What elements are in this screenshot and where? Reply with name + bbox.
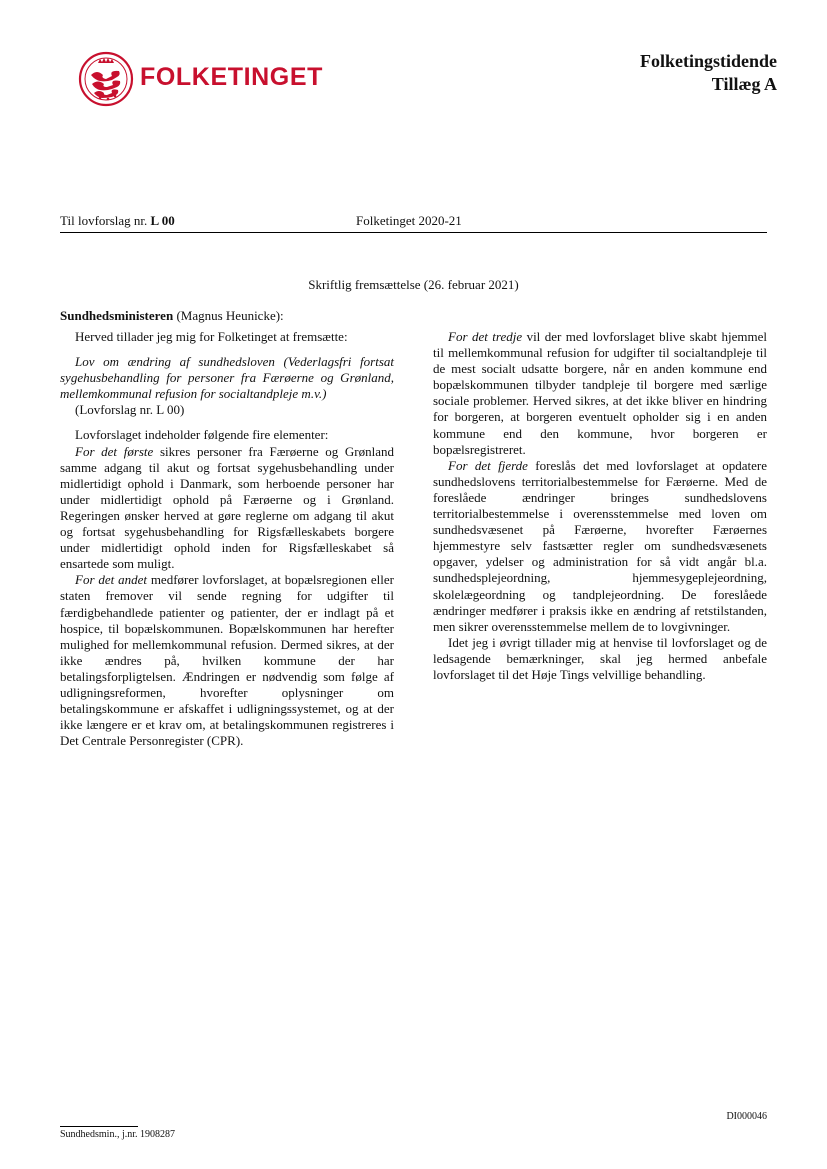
bill-label: Til lovforslag nr. <box>60 213 151 228</box>
body-column-left <box>60 329 394 749</box>
law-title-text: Lov om ændring af sundhedsloven (Vederlagsfri fortsat sygehusbehandling for personer fra Færøerne og Grønland, mellemkommunal refusion for socialtandpleje m.v.) <box>60 354 394 402</box>
minister-name: (Magnus Heunicke): <box>173 308 284 323</box>
paragraph-second <box>60 572 394 749</box>
session: Folketinget 2020-21 <box>356 213 462 228</box>
bill-ref: (Lovforslag nr. L 00) <box>75 402 185 418</box>
paragraph-first-text: sikres personer fra Færøerne og Grønland samme adgang til akut og fortsat sygehusbehandling under midlertidigt ophold i Danmark, som herboende personer har under midlertidigt ophold på Færøerne og i Grønland. Regeringen ønsker herved at gøre reglerne om adgang til akut og fortsat sygehusbehandling for Rigsfælleskabets borgere under midlertidigt ophold inden for Rigsfælleskabet så ensartede som muligt. <box>60 443 395 572</box>
minister-line <box>60 308 284 324</box>
publication-supplement: Tillæg A <box>711 74 777 94</box>
paragraph-third <box>433 329 767 458</box>
document-id: DI000046 <box>726 1111 767 1122</box>
brand-name: FOLKETINGET <box>140 63 323 91</box>
submission-line: Skriftlig fremsættelse (26. februar 2021) <box>308 277 519 292</box>
paragraph-third-text: vil der med lovforslaget blive skabt hjemmel til mellemkommunal refusion for udgifter til socialtandpleje til de mest socialt udsatte borgere, når en anden kommune end bopælskommunen tilbyder tandpleje til borgere med særlige sociale problemer. Herved sikres, at det ikke bliver en hindring for borgeren, at borgeren eventuelt opholder sig i en anden kommune end den kommune, hvor borgeren er bopælsregistreret. <box>433 329 767 457</box>
law-title <box>60 354 394 402</box>
footnote-divider <box>60 1126 138 1127</box>
paragraph-second-lead: For det andet <box>75 572 147 588</box>
intro-paragraph: Herved tillader jeg mig for Folketinget at fremsætte: <box>75 329 348 344</box>
paragraph-fourth-text: foreslås det med lovforslaget at opdatere sundhedslovens territorialbestemmelse for Færøerne. Med de foreslåede ændringer bringes sundhedslovens territorialbestemmelse i overensstemmelse med loven om sundhedsvæsenet på Færøerne, hvorefter Færøernes hjemmestyre selv fastsætter regler om sundhedsvæsenets opgaver, ydelser og administration for så vidt angår bl.a. sundhedsplejeordning, hjemmesygeplejeordning, skolelægeordning og tandplejeordning. De foreslåede ændringer medfører i praksis ikke en ændring af retstilstanden, men sikrer overensstemmelse mellem de to lovgivninger. <box>433 457 767 634</box>
journal-number: Sundhedsmin., j.nr. 1908287 <box>60 1129 176 1140</box>
paragraph-first-lead: For det første <box>75 443 154 459</box>
paragraph-first <box>60 444 394 573</box>
paragraph-fourth <box>433 458 767 635</box>
royal-coat-of-arms-icon <box>78 51 134 107</box>
bill-number: L 00 <box>150 213 175 228</box>
paragraph-third-lead: For det tredje <box>448 329 523 344</box>
body-column-right <box>433 329 767 683</box>
paragraph-fourth-lead: For det fjerde <box>448 457 528 473</box>
bill-reference <box>60 213 175 229</box>
closing-paragraph: Idet jeg i øvrigt tillader mig at henvise til lovforslaget og de ledsagende bemærkninger, skal jeg hermed anbefale lovforslaget til det Høje Tings velvillige behandling. <box>433 634 767 682</box>
header-divider <box>60 232 767 233</box>
publication-name: Folketingstidende <box>639 51 777 71</box>
elements-intro: Lovforslaget indeholder følgende fire elementer: <box>75 427 329 443</box>
publication-title <box>640 50 777 96</box>
minister-title: Sundhedsministeren <box>60 308 174 323</box>
paragraph-second-text: medfører lovforslaget, at bopælsregionen eller staten fremover vil sende regning for udgifter til færdigbehandlede patienter og patienter, der er indlagt på et hospice, til bopælskommunen. Bopælskommunen har herefter mulighed for mellemkommunal refusion. Dermed sikres, at der ikke ændres på, hvilken kommune der har betalingsforpligtelsen. Ændringen er nødvendig som følge af udligningsreformen, hvorefter oplysninger om betalingskommune er afskaffet i udligningssystemet, og at der ikke længere er et krav om, at betalingskommunen registreres i Det Centrale Personregister (CPR). <box>60 572 395 749</box>
